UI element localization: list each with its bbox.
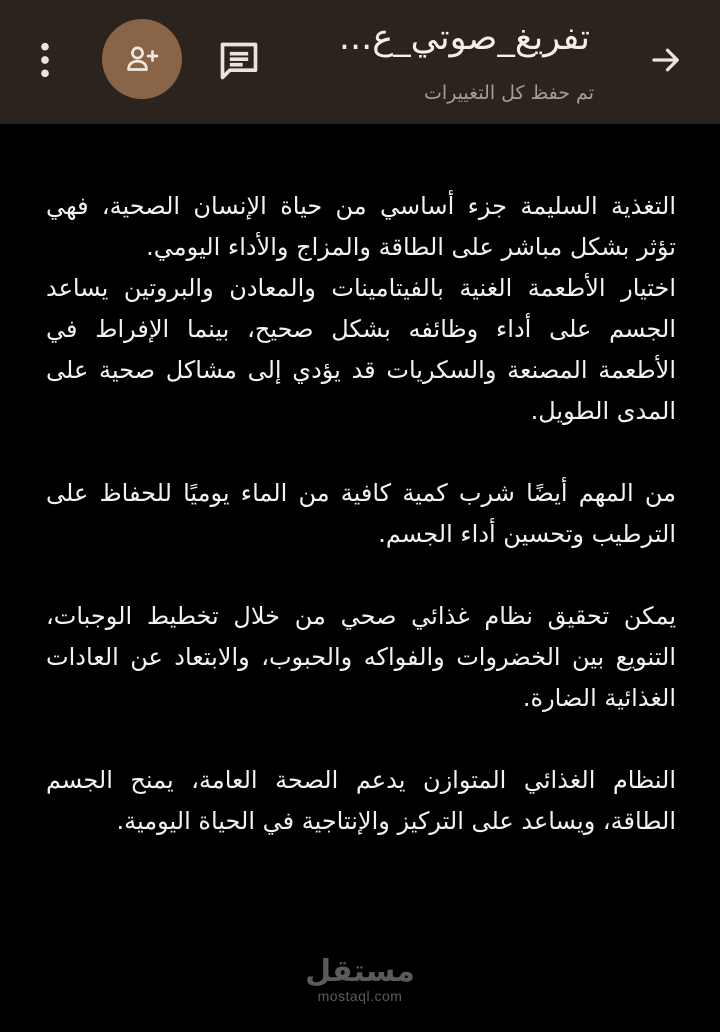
comments-button[interactable] (214, 36, 264, 86)
paragraph: التغذية السليمة جزء أساسي من حياة الإنسان الصحية، فهي تؤثر بشكل مباشر على الطاقة والمزاج والأداء اليومي. (46, 192, 676, 261)
empty-line (46, 719, 676, 760)
empty-line (46, 432, 676, 473)
paragraph: من المهم أيضًا شرب كمية كافية من الماء يوميًا للحفاظ على الترطيب وتحسين أداء الجسم. (46, 479, 676, 548)
arrow-forward-icon (648, 42, 684, 78)
save-status: تم حفظ كل التغييرات (424, 82, 594, 104)
paragraph: اختيار الأطعمة الغنية بالفيتامينات والمعادن والبروتين يساعد الجسم على أداء وظائفه بشكل صحيح، بينما الإفراط في الأطعمة المصنعة والسكريات قد يؤدي إلى مشاكل صحية على المدى الطويل. (46, 274, 676, 425)
watermark-arabic: مستقل (305, 954, 415, 989)
watermark-latin: mostaql.com (317, 988, 403, 1004)
mostaql-watermark (300, 956, 420, 1004)
paragraph: النظام الغذائي المتوازن يدعم الصحة العامة، يمنح الجسم الطاقة، ويساعد على التركيز والإنتاجية في الحياة اليومية. (46, 766, 676, 835)
share-button[interactable] (102, 19, 182, 99)
document-body[interactable] (46, 186, 676, 842)
more-options-button[interactable] (24, 36, 66, 84)
document-title[interactable]: تفريغ_صوتي_ع... (338, 18, 590, 58)
empty-line (46, 555, 676, 596)
more-vertical-icon (35, 40, 55, 80)
back-button[interactable] (646, 40, 686, 80)
app-header (0, 0, 720, 124)
paragraph: يمكن تحقيق نظام غذائي صحي من خلال تخطيط الوجبات، التنويع بين الخضروات والفواكه والحبوب، والابتعاد عن العادات الغذائية الضارة. (46, 602, 676, 712)
comment-icon (217, 39, 261, 83)
person-add-icon (124, 41, 160, 77)
